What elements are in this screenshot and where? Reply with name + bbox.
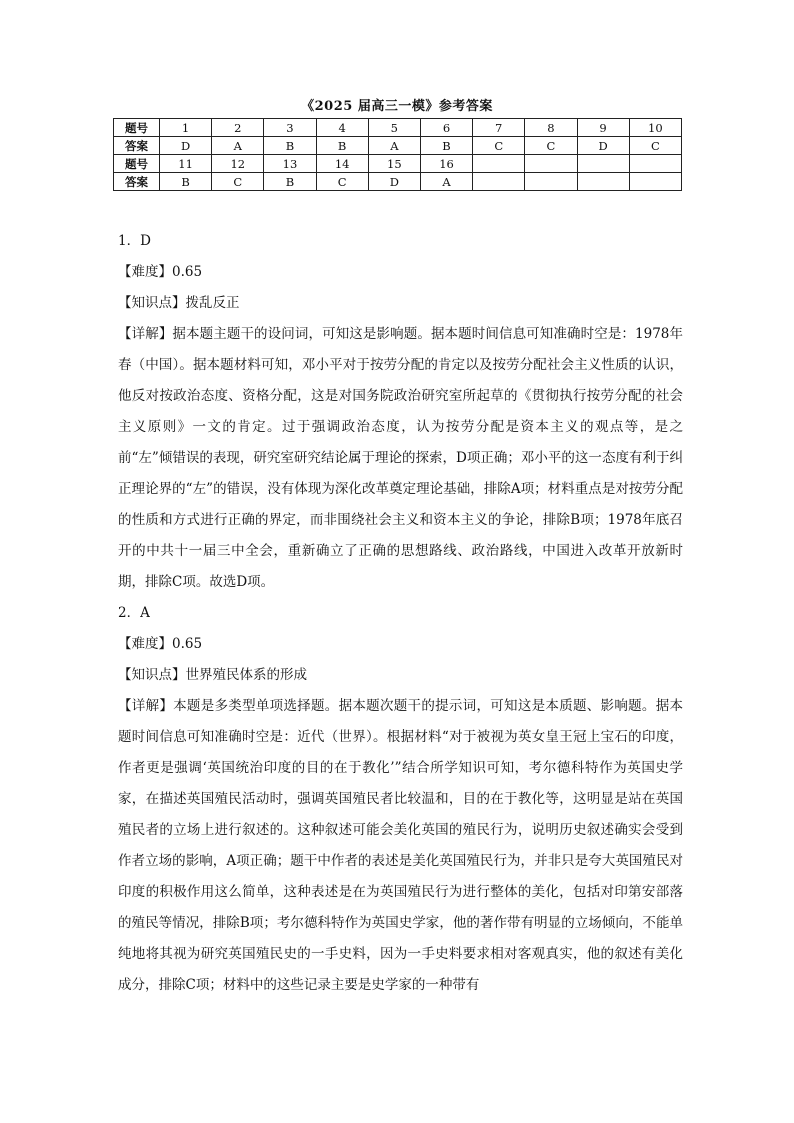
- table-cell: 2: [212, 119, 264, 137]
- table-cell: 6: [420, 119, 472, 137]
- explanations: [118, 226, 683, 1001]
- question-2: [118, 598, 683, 1001]
- table-cell: [473, 173, 525, 191]
- table-cell: 15: [368, 155, 420, 173]
- table-cell: D: [160, 137, 212, 155]
- table-cell: C: [316, 173, 368, 191]
- question-number: 2．A: [118, 605, 150, 621]
- table-cell: 13: [264, 155, 316, 173]
- table-cell: C: [212, 173, 264, 191]
- table-cell: 1: [160, 119, 212, 137]
- page-title: 《2025 届高三一模》参考答案: [301, 99, 493, 114]
- table-cell: B: [160, 173, 212, 191]
- table-cell: 7: [473, 119, 525, 137]
- table-cell: C: [629, 137, 681, 155]
- table-cell: 5: [368, 119, 420, 137]
- table-cell: D: [577, 137, 629, 155]
- table-row: [114, 155, 682, 173]
- table-row: [114, 119, 682, 137]
- knowledge-point: 【知识点】世界殖民体系的形成: [118, 667, 307, 683]
- question-1: [118, 226, 683, 598]
- table-cell: 11: [160, 155, 212, 173]
- table-cell: [525, 173, 577, 191]
- table-row: [114, 137, 682, 155]
- table-cell: 10: [629, 119, 681, 137]
- table-row: [114, 173, 682, 191]
- difficulty: 【难度】0.65: [118, 636, 203, 652]
- table-cell: A: [420, 173, 472, 191]
- table-cell: 8: [525, 119, 577, 137]
- table-cell: B: [264, 173, 316, 191]
- table-cell: [525, 155, 577, 173]
- table-cell: A: [368, 137, 420, 155]
- table-cell: B: [264, 137, 316, 155]
- table-cell: [473, 155, 525, 173]
- table-cell: C: [525, 137, 577, 155]
- detail-explanation: 【详解】据本题主题干的设问词，可知这是影响题。据本题时间信息可知准确时空是：1978年春（中国）。据本题材料可知，邓小平对于按劳分配的肯定以及按劳分配社会主义性质的认识，他反对按政治态度、资格分配，这是对国务院政治研究室所起草的《贯彻执行按劳分配的社会主义原则》一文的肯定。过于强调政治态度，认为按劳分配是资本主义的观点等，是之前“左”倾错误的表现，研究室研究结论属于理论的探索，D项正确；邓小平的这一态度有利于纠正理论界的“左”的错误，没有体现为深化改革奠定理论基础，排除A项；材料重点是对按劳分配的性质和方式进行正确的界定，而非围绕社会主义和资本主义的争论，排除B项；1978年底召开的中共十一届三中全会，重新确立了正确的思想路线、政治路线，中国进入改革开放新时期，排除C项。故选D项。: [118, 326, 683, 590]
- table-cell: D: [368, 173, 420, 191]
- table-cell: 9: [577, 119, 629, 137]
- question-number: 1．D: [118, 233, 151, 249]
- table-cell: 4: [316, 119, 368, 137]
- table-cell: [577, 173, 629, 191]
- table-cell: [629, 173, 681, 191]
- row-header: 答案: [114, 173, 160, 191]
- table-cell: B: [316, 137, 368, 155]
- difficulty: 【难度】0.65: [118, 264, 203, 280]
- row-header: 答案: [114, 137, 160, 155]
- table-cell: 12: [212, 155, 264, 173]
- table-cell: B: [420, 137, 472, 155]
- knowledge-point: 【知识点】拨乱反正: [118, 295, 240, 311]
- table-cell: [577, 155, 629, 173]
- row-header: 题号: [114, 155, 160, 173]
- table-cell: [629, 155, 681, 173]
- row-header: 题号: [114, 119, 160, 137]
- table-cell: 16: [420, 155, 472, 173]
- table-cell: 3: [264, 119, 316, 137]
- detail-explanation: 【详解】本题是多类型单项选择题。据本题次题干的提示词，可知这是本质题、影响题。据本题时间信息可知准确时空是：近代（世界）。根据材料“对于被视为英女皇王冠上宝石的印度，作者更是强调‘英国统治印度的目的在于教化’”结合所学知识可知，考尔德科特作为英国史学家，在描述英国殖民活动时，强调英国殖民者比较温和，目的在于教化等，这明显是站在英国殖民者的立场上进行叙述的。这种叙述可能会美化英国的殖民行为，说明历史叙述确实会受到作者立场的影响，A项正确；题干中作者的表述是美化英国殖民行为，并非只是夸大英国殖民对印度的积极作用这么简单，这种表述是在为英国殖民行为进行整体的美化，包括对印第安部落的殖民等情况，排除B项；考尔德科特作为英国史学家，他的著作带有明显的立场倾向，不能单纯地将其视为研究英国殖民史的一手史料，因为一手史料要求相对客观真实，他的叙述有美化成分，排除C项；材料中的这些记录主要是史学家的一种带有: [118, 698, 683, 993]
- answer-table: [113, 118, 682, 191]
- table-cell: A: [212, 137, 264, 155]
- table-cell: C: [473, 137, 525, 155]
- table-cell: 14: [316, 155, 368, 173]
